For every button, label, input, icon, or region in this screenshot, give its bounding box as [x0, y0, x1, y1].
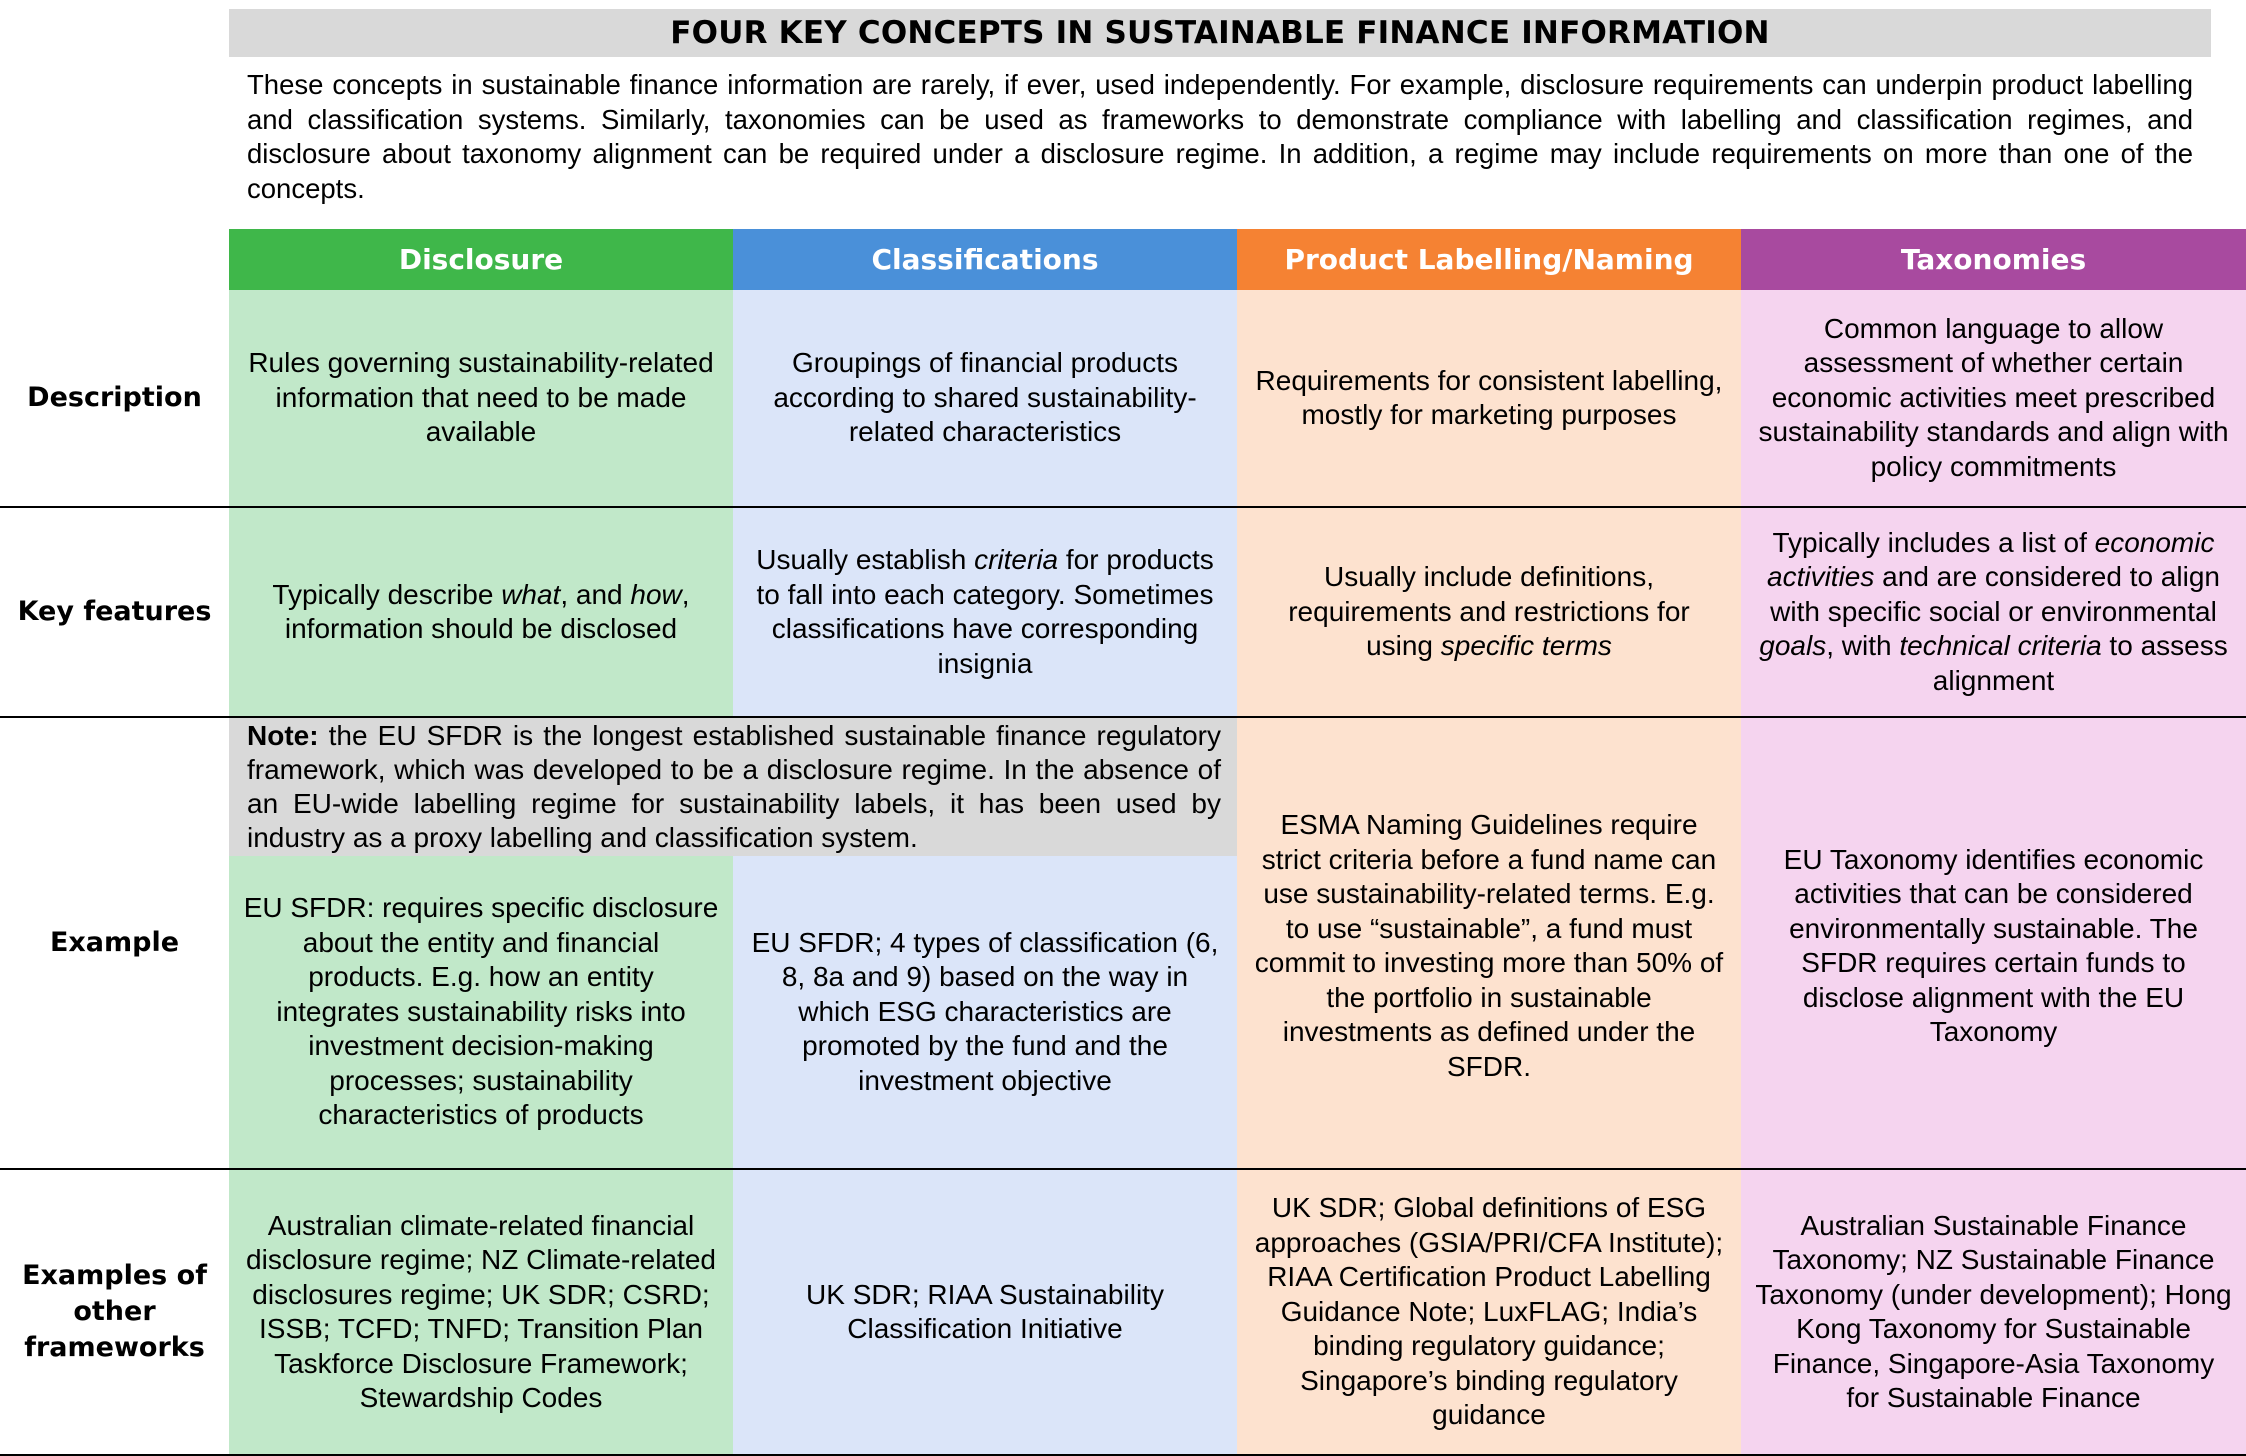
cell-description-labelling: Requirements for consistent labelling, mostly for marketing purposes: [1237, 290, 1741, 506]
cell-description-disclosure: Rules governing sustainability-related information that need to be made available: [229, 290, 733, 506]
sfdr-note: [229, 718, 1237, 856]
cell-text: Usually establish criteria for products to fall into each category. Sometimes classifications have corresponding insignia: [756, 544, 1214, 679]
cell-description-classifications: Groupings of financial products according to shared sustainability-related characteristics: [733, 290, 1237, 506]
cell-example-labelling: ESMA Naming Guidelines require strict criteria before a fund name can use sustainability-related terms. E.g. to use “sustainable”, a fund must commit to investing more than 50% of the portfolio in sustainable investments as defined under the SFDR.: [1237, 718, 1741, 1168]
cell-other-taxonomies: Australian Sustainable Finance Taxonomy; NZ Sustainable Finance Taxonomy (under development); Hong Kong Taxonomy for Sustainable Finance, Singapore-Asia Taxonomy for Sustainable Finance: [1741, 1170, 2246, 1454]
column-header-product-labelling: Product Labelling/Naming: [1237, 229, 1741, 290]
intro-paragraph: These concepts in sustainable finance information are rarely, if ever, used independently. For example, disclosure requirements can underpin product labelling and classification systems. Similarly, taxonomies can be used as frameworks to demonstrate compliance with labelling and classification regimes, and disclosure about taxonomy alignment can be required under a disclosure regime. In addition, a regime may include requirements on more than one of the concepts.: [247, 69, 2193, 204]
cell-key-features-disclosure: [229, 508, 733, 716]
row-label-key-features: Key features: [17, 596, 212, 627]
column-header-classifications: Classifications: [733, 229, 1237, 290]
cell-text: Typically describe what, and how, information should be disclosed: [272, 578, 690, 644]
page-title: FOUR KEY CONCEPTS IN SUSTAINABLE FINANCE INFORMATION: [229, 9, 2211, 57]
row-label-description: Description: [27, 382, 202, 413]
cell-other-labelling: UK SDR; Global definitions of ESG approaches (GSIA/PRI/CFA Institute); RIAA Certification Product Labelling Guidance Note; LuxFLAG; India’s binding regulatory guidance; Singapore’s binding regulatory guidance: [1237, 1170, 1741, 1454]
cell-text: Usually include definitions, requirements and restrictions for using specific terms: [1288, 561, 1690, 662]
cell-text: Typically includes a list of economic activities and are considered to align with specific social or environmental goals, with technical criteria to assess alignment: [1759, 526, 2228, 696]
cell-key-features-taxonomies: [1741, 508, 2246, 716]
cell-example-disclosure: EU SFDR: requires specific disclosure about the entity and financial products. E.g. how an entity integrates sustainability risks into investment decision-making processes; sustainability characteristics of products: [229, 856, 733, 1168]
row-label-other-frameworks: [0, 1170, 229, 1454]
cell-example-classifications: EU SFDR; 4 types of classification (6, 8, 8a and 9) based on the way in which ESG characteristics are promoted by the fund and the investment objective: [733, 856, 1237, 1168]
row-label-text: Examples of other frameworks: [22, 1260, 207, 1363]
row-label-example: Example: [49, 927, 180, 958]
note-label: Note:: [247, 720, 319, 751]
column-header-disclosure: Disclosure: [229, 229, 733, 290]
cell-key-features-classifications: [733, 508, 1237, 716]
cell-key-features-labelling: [1237, 508, 1741, 716]
cell-other-classifications: UK SDR; RIAA Sustainability Classification Initiative: [733, 1170, 1237, 1454]
cell-description-taxonomies: Common language to allow assessment of whether certain economic activities meet prescribed sustainability standards and align with policy commitments: [1741, 290, 2246, 506]
note-text: the EU SFDR is the longest established sustainable finance regulatory framework, which was developed to be a disclosure regime. In the absence of an EU-wide labelling regime for sustainability labels, it has been used by industry as a proxy labelling and classification system.: [247, 720, 1221, 853]
cell-other-disclosure: Australian climate-related financial disclosure regime; NZ Climate-related disclosures regime; UK SDR; CSRD; ISSB; TCFD; TNFD; Transition Plan Taskforce Disclosure Framework; Stewardship Codes: [229, 1170, 733, 1454]
column-header-taxonomies: Taxonomies: [1741, 229, 2246, 290]
cell-example-taxonomies: EU Taxonomy identifies economic activities that can be considered environmentally sustainable. The SFDR requires certain funds to disclose alignment with the EU Taxonomy: [1741, 718, 2246, 1168]
